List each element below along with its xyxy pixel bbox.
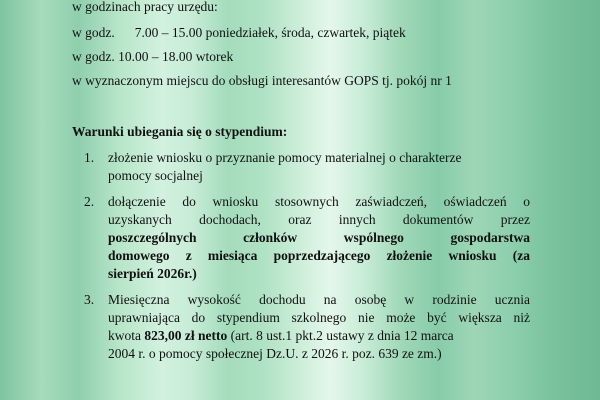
item-3-line-1: Miesięczna wysokość dochodu na osobę w rodzinie ucznia: [108, 292, 530, 307]
service-location: w wyznaczonym miejscu do obsługi interesantów GOPS tj. pokój nr 1: [72, 73, 452, 88]
amount-prefix: kwota: [108, 328, 145, 343]
item-2-line-4: domowego z miesiąca poprzedzającego złożenie wniosku (za: [108, 248, 530, 263]
item-2-line-3: poszczególnych członków wspólnego gospodarstwa: [108, 230, 530, 245]
item-3-line-2: uprawniająca do stypendium szkolnego nie może być większa niż: [108, 310, 530, 325]
list-item-1: [84, 149, 530, 185]
item-2-line-5: sierpień 2026r.): [108, 266, 197, 281]
item-1-line-2: pomocy socjalnej: [108, 168, 203, 183]
income-threshold-amount: 823,00 zł netto: [144, 328, 228, 343]
item-2-line-1: dołączenie do wniosku stosownych zaświadczeń, oświadczeń o: [108, 194, 530, 209]
hours-mon-wed-thu-fri: [72, 24, 406, 41]
item-3-line-4: 2004 r. o pomocy społecznej Dz.U. z 2026 r. poz. 639 ze zm.): [108, 346, 442, 361]
list-number: 1.: [84, 150, 95, 165]
legal-basis-start: (art. 8 ust.1 pkt.2 ustawy z dnia 12 marca: [227, 328, 454, 343]
hours-prefix: w godz.: [72, 25, 115, 40]
office-hours-intro: w godzinach pracy urzędu:: [72, 0, 218, 14]
item-1-line-1: złożenie wniosku o przyznanie pomocy materialnej o charakterze: [108, 150, 462, 165]
item-2-line-2: uzyskanych dochodach, oraz innych dokumentów przez: [108, 212, 530, 227]
list-item-2: [84, 193, 530, 283]
item-3-line-3: [108, 327, 530, 345]
list-item-3: [84, 291, 530, 363]
list-number: 2.: [84, 194, 95, 209]
hours-range: 7.00 – 15.00 poniedziałek, środa, czwartek, piątek: [134, 25, 406, 40]
section-heading: Warunki ubiegania się o stypendium:: [72, 124, 288, 139]
hours-tuesday: w godz. 10.00 – 18.00 wtorek: [72, 49, 234, 64]
list-number: 3.: [84, 292, 95, 307]
